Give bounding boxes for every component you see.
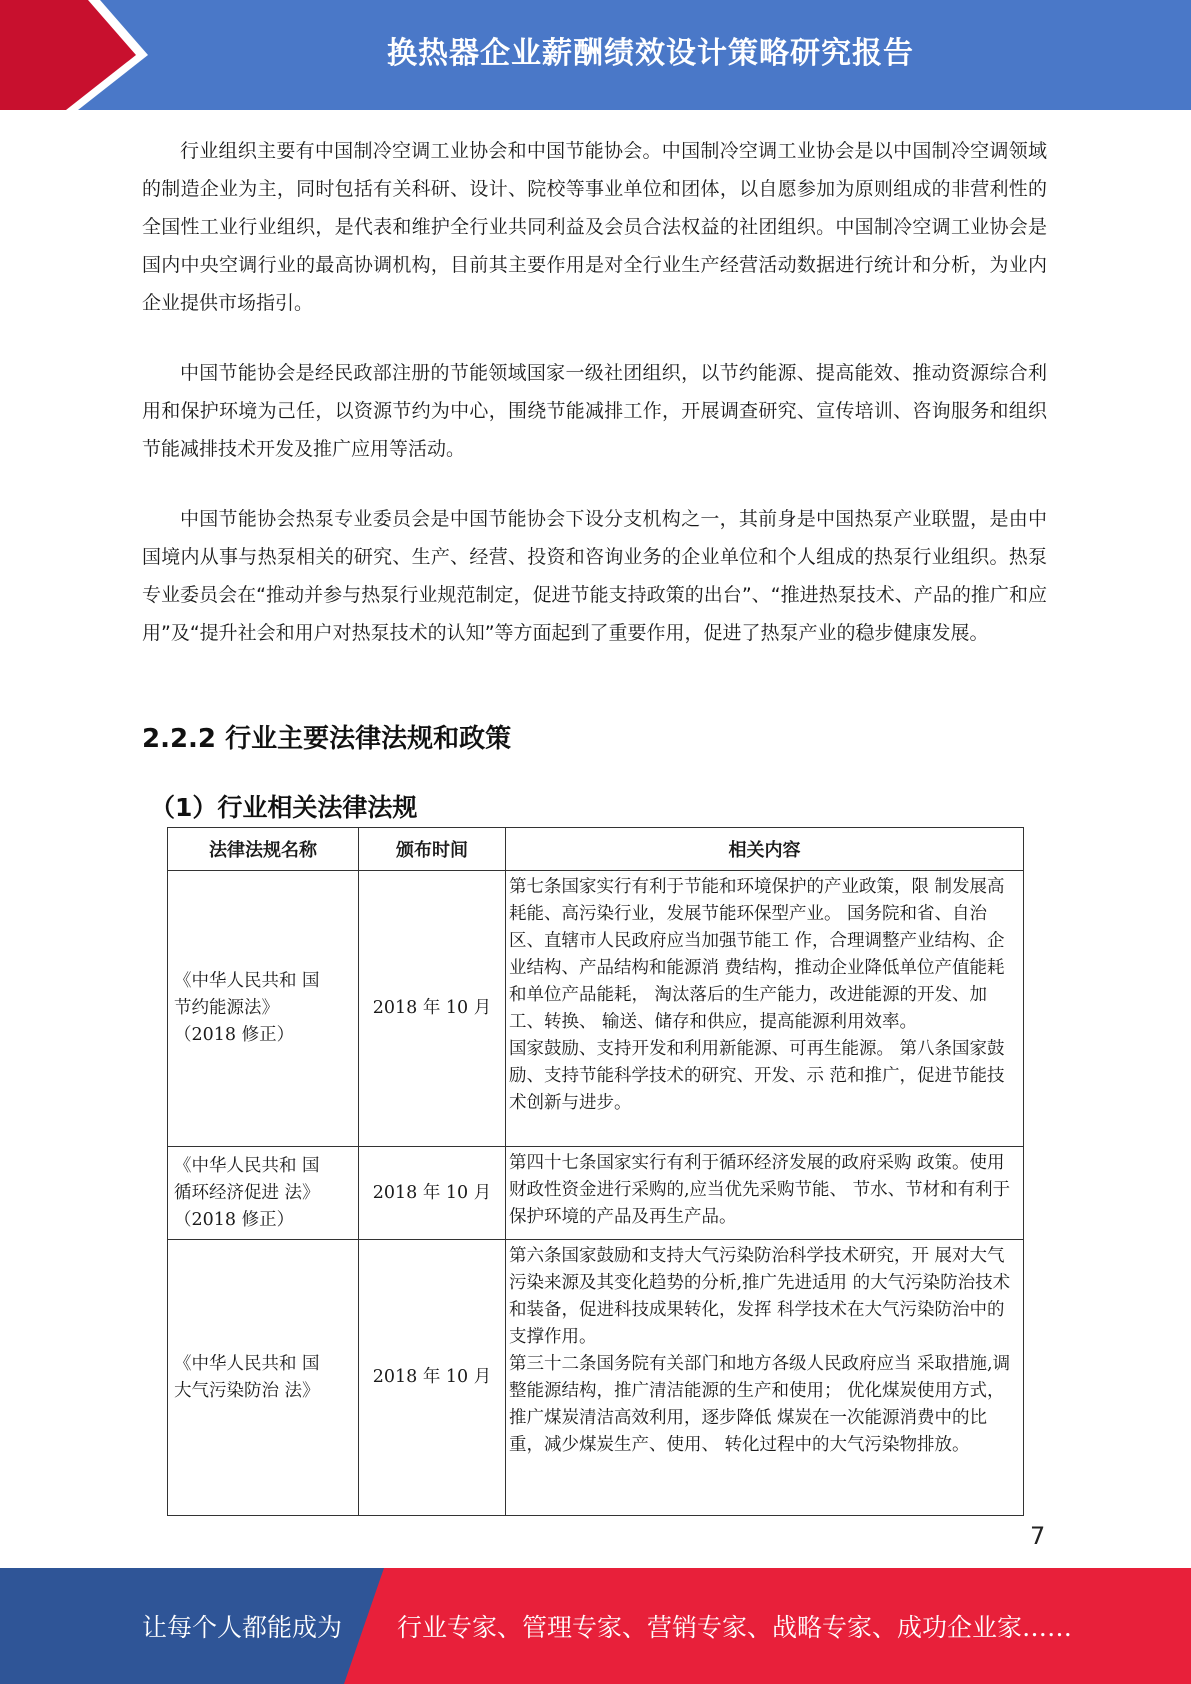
page-number: 7	[1030, 1522, 1046, 1550]
law-name-line: 《中华人民共和 国	[174, 1155, 320, 1176]
section-heading: 2.2.2 行业主要法律法规和政策	[142, 724, 512, 754]
law-name-cell	[168, 1240, 359, 1516]
body-text	[142, 132, 1047, 684]
law-content-paragraph: 国家鼓励、支持开发和利用新能源、可再生能源。 第八条国家鼓励、支持节能科学技术的研究、开发、示 范和推广，促进节能技术创新与进步。	[509, 1039, 1005, 1113]
law-name-line: （2018 修正）	[174, 1209, 295, 1230]
footer-slogan-right: 行业专家、管理专家、营销专家、战略专家、成功企业家……	[397, 1613, 1073, 1642]
page-header	[0, 0, 1191, 110]
report-title: 换热器企业薪酬绩效设计策略研究报告	[387, 36, 914, 71]
law-name-cell	[168, 871, 359, 1147]
law-date-cell: 2018 年 10 月	[359, 871, 506, 1147]
law-name-line: 节约能源法》	[174, 998, 279, 1018]
column-header-date: 颁布时间	[359, 828, 506, 871]
page-footer	[0, 1568, 1191, 1684]
table-row	[168, 871, 1024, 1147]
paragraph-energy-association: 中国节能协会是经民政部注册的节能领域国家一级社团组织，以节约能源、提高能效、推动资源综合利用和保护环境为己任，以资源节约为中心，围绕节能减排工作，开展调查研究、宣传培训、咨询服务和组织节能减排技术开发及推广应用等活动。	[142, 362, 1047, 460]
table-header-row	[168, 828, 1024, 871]
law-content-paragraph: 第三十二条国务院有关部门和地方各级人民政府应当 采取措施,调整能源结构，推广清洁能源的生产和使用； 优化煤炭使用方式，推广煤炭清洁高效利用，逐步降低 煤炭在一次能源消费中的比重，减少煤炭生产、使用、 转化过程中的大气污染物排放。	[509, 1354, 1011, 1455]
column-header-content: 相关内容	[506, 828, 1024, 871]
sub-heading: （1）行业相关法律法规	[150, 793, 418, 822]
law-name-line: 循环经济促进 法》	[174, 1182, 320, 1203]
law-name-line: 《中华人民共和 国	[174, 971, 320, 991]
header-red-chevron	[0, 0, 136, 110]
law-date-cell: 2018 年 10 月	[359, 1240, 506, 1516]
table-row	[168, 1240, 1024, 1516]
law-content-paragraph: 第七条国家实行有利于节能和环境保护的产业政策，限 制发展高耗能、高污染行业，发展节能环保型产业。 国务院和省、自治区、直辖市人民政府应当加强节能工 作，合理调整产业结构、企业结构、产品结构和能源消 费结构，推动企业降低单位产值能耗和单位产品能耗， 淘汰落后的生产能力，改进能源的开发、加工、转换、 输送、储存和供应，提高能源利用效率。	[509, 877, 1005, 1032]
laws-table	[167, 827, 1024, 1516]
law-content-paragraph: 第四十七条国家实行有利于循环经济发展的政府采购 政策。使用财政性资金进行采购的,应当优先采购节能、 节水、节材和有利于保护环境的产品及再生产品。	[509, 1153, 1011, 1227]
law-name-line: （2018 修正）	[174, 1025, 295, 1045]
table-row	[168, 1147, 1024, 1240]
law-content-paragraph: 第六条国家鼓励和支持大气污染防治科学技术研究，开 展对大气污染来源及其变化趋势的分析,推广先进适用 的大气污染防治技术和装备，促进科技成果转化，发挥 科学技术在大气污染防治中的支撑作用。	[509, 1246, 1011, 1347]
law-content-cell	[506, 1147, 1024, 1240]
footer-slogan-left: 让每个人都能成为	[142, 1613, 343, 1642]
law-name-cell	[168, 1147, 359, 1240]
law-name-line: 《中华人民共和 国	[174, 1353, 320, 1374]
paragraph-heat-pump-committee: 中国节能协会热泵专业委员会是中国节能协会下设分支机构之一，其前身是中国热泵产业联盟，是由中国境内从事与热泵相关的研究、生产、经营、投资和咨询业务的企业单位和个人组成的热泵行业组织。热泵专业委员会在“推动并参与热泵行业规范制定，促进节能支持政策的出台”、“推进热泵技术、产品的推广和应用”及“提升社会和用户对热泵技术的认知”等方面起到了重要作用，促进了热泵产业的稳步健康发展。	[142, 508, 1047, 644]
law-date-cell: 2018 年 10 月	[359, 1147, 506, 1240]
law-content-cell	[506, 1240, 1024, 1516]
law-content-cell	[506, 871, 1024, 1147]
paragraph-industry-organizations: 行业组织主要有中国制冷空调工业协会和中国节能协会。中国制冷空调工业协会是以中国制冷空调领域的制造企业为主，同时包括有关科研、设计、院校等事业单位和团体，以自愿参加为原则组成的非营利性的全国性工业行业组织，是代表和维护全行业共同利益及会员合法权益的社团组织。中国制冷空调工业协会是国内中央空调行业的最高协调机构，目前其主要作用是对全行业生产经营活动数据进行统计和分析，为业内企业提供市场指引。	[142, 140, 1047, 314]
law-name-line: 大气污染防治 法》	[174, 1380, 320, 1401]
column-header-name: 法律法规名称	[168, 828, 359, 871]
